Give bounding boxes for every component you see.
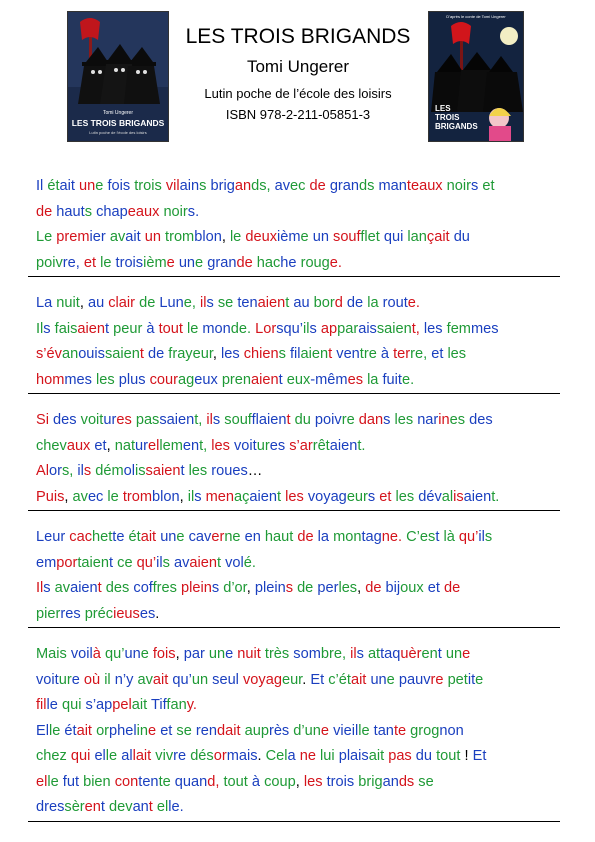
- book-cover-right: [428, 11, 524, 142]
- story-paragraph: [28, 289, 560, 394]
- story-line: Puis, avec le tromblon, ils menaçaient les voyageurs et les dévalisaient.: [36, 488, 500, 505]
- book-cover-left: [67, 11, 169, 142]
- book-collection: Lutin poche de l’école des loisirs: [204, 86, 392, 101]
- book-isbn: ISBN 978-2-211-05851-3: [225, 107, 371, 122]
- story-line: voiture où il n’y avait qu’un seul voyageur. Et c’était une pauvre petite: [36, 671, 484, 688]
- book-header: [170, 22, 426, 125]
- cover-left-author: Tomi Ungerer: [102, 110, 133, 116]
- story-paragraph: [28, 406, 560, 511]
- story-paragraph: [28, 523, 560, 628]
- story-line: Ils avaient des coffres pleins d’or, pleins de perles, de bijoux et de: [36, 580, 461, 596]
- story-line: poivre, et le troisième une grande hache rouge.: [36, 254, 342, 271]
- story-line: Mais voilà qu’une fois, par une nuit très sombre, ils attaquèrent une: [36, 646, 471, 662]
- story-line: s’évanouissaient de frayeur, les chiens filaient ventre à terre, et les: [36, 346, 467, 362]
- story-paragraph: [28, 640, 560, 822]
- story-line: elle fut bien contente quand, tout à coup, les trois brigands se: [36, 773, 434, 790]
- cover-right-tagline: D'après le conte de Tomi Ungerer: [446, 14, 506, 19]
- cover-right-title-3: BRIGANDS: [435, 122, 478, 131]
- story-line: Alors, ils démolissaient les roues…: [36, 463, 263, 479]
- story-line: Ils faisaient peur à tout le monde. Lorsqu’ils apparaissaient, les femmes: [36, 320, 499, 337]
- cover-left-publisher: Lutin poche de l'école des loisirs: [89, 130, 147, 135]
- story-text: [28, 172, 560, 834]
- cover-right-title-1: LES: [435, 104, 451, 113]
- book-author: Tomi Ungerer: [246, 57, 350, 76]
- story-line: de hauts chapeaux noirs.: [36, 203, 200, 220]
- story-line: Le premier avait un tromblon, le deuxième un soufflet qui lançait du: [36, 229, 470, 245]
- story-line: chevaux et, naturellement, les voitures s’arrêtaient.: [36, 437, 366, 454]
- story-line: chez qui elle allait vivre désormais. Cela ne lui plaisait pas du tout ! Et: [36, 748, 487, 764]
- cover-right-title-2: TROIS: [435, 113, 460, 122]
- story-line: pierres précieuses.: [36, 605, 160, 622]
- story-line: Si des voitures passaient, ils soufflaient du poivre dans les narines des: [36, 412, 493, 428]
- story-line: dressèrent devant elle.: [36, 799, 184, 815]
- story-line: emportaient ce qu’ils avaient volé.: [36, 554, 256, 571]
- story-line: Leur cachette était une caverne en haut de la montagne. C’est là qu’ils: [36, 529, 493, 545]
- story-line: La nuit, au clair de Lune, ils se tenaient au bord de la route.: [36, 295, 420, 311]
- story-line: Elle était orpheline et se rendait auprès d’une vieille tante grognon: [36, 722, 464, 739]
- story-line: Il était une fois trois vilains brigands, avec de grands manteaux noirs et: [36, 178, 495, 194]
- book-title: LES TROIS BRIGANDS: [185, 25, 411, 48]
- story-line: hommes les plus courageux prenaient eux-mêmes la fuite.: [36, 371, 415, 388]
- cover-left-title: LES TROIS BRIGANDS: [71, 118, 165, 128]
- story-paragraph: [28, 172, 560, 277]
- story-line: fille qui s’appelait Tiffany.: [36, 697, 197, 713]
